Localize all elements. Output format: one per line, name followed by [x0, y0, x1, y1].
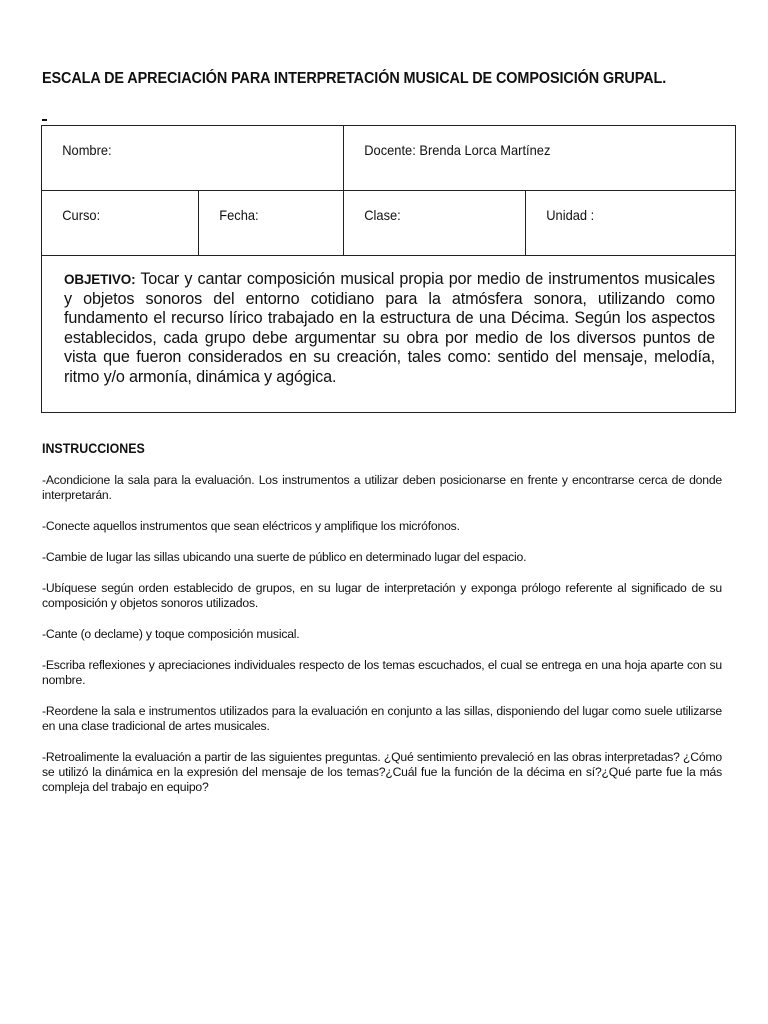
curso-label: Curso: — [62, 207, 101, 223]
fecha-cell — [199, 191, 344, 256]
docente-label: Docente: Brenda Lorca Martínez — [364, 142, 551, 158]
clase-cell — [344, 191, 526, 256]
instruction-item: -Conecte aquellos instrumentos que sean eléctricos y amplifique los micrófonos. — [42, 519, 460, 534]
instruction-item: -Escriba reflexiones y apreciaciones individuales respecto de los temas escuchados, el cual se entrega en una hoja aparte con su nombre. — [42, 657, 722, 687]
instruction-item: -Reordene la sala e instrumentos utilizados para la evaluación en conjunto a las sillas, disponiendo del lugar como suele utilizarse en una clase tradicional de artes musicales. — [42, 703, 722, 733]
fecha-label: Fecha: — [219, 207, 259, 223]
instruction-item: -Retroalimente la evaluación a partir de las siguientes preguntas. ¿Qué sentimiento prevaleció en las obras interpretadas? ¿Cómo se utilizó la dinámica en la expresión del mensaje de los temas?¿Cuál fue la función de la décima en sí?¿Qué parte fue la más compleja del trabajo en equipo? — [42, 749, 722, 795]
objetivo-label: OBJETIVO: — [64, 272, 136, 287]
instruction-item: -Cambie de lugar las sillas ubicando una suerte de público en determinado lugar del espacio. — [42, 549, 527, 564]
objetivo-cell — [42, 256, 736, 413]
docente-cell — [344, 126, 736, 191]
instructions-list — [42, 473, 722, 811]
clase-label: Clase: — [364, 207, 401, 223]
curso-cell — [42, 191, 199, 256]
instruction-item: -Cante (o declame) y toque composición musical. — [42, 626, 300, 641]
document-title: ESCALA DE APRECIACIÓN PARA INTERPRETACIÓN MUSICAL DE COMPOSICIÓN GRUPAL. — [42, 70, 667, 87]
dash-mark — [42, 119, 47, 121]
instruction-item: -Acondicione la sala para la evaluación. Los instrumentos a utilizar deben posicionarse en frente y encontrarse cerca de donde interpretarán. — [42, 473, 722, 503]
instruction-item: -Ubíquese según orden establecido de grupos, en su lugar de interpretación y exponga prólogo referente al significado de su composición y objetos sonoros utilizados. — [42, 580, 722, 610]
instructions-heading: INSTRUCCIONES — [42, 441, 145, 456]
objetivo-paragraph — [42, 256, 735, 388]
nombre-label: Nombre: — [62, 142, 112, 158]
info-table — [41, 125, 736, 413]
objetivo-text: Tocar y cantar composición musical propia por medio de instrumentos musicales y objetos sonoros del entorno cotidiano para la atmósfera sonora, utilizando como fundamento el recurso lírico trabajado en la estructura de una Décima. Según los aspectos establecidos, cada grupo debe argumentar su obra por medio de los diversos puntos de vista que fueron considerados en su creación, tales como: sentido del mensaje, melodía, ritmo y/o armonía, dinámica y agógica. — [64, 270, 715, 386]
unidad-cell — [526, 191, 736, 256]
info-row-curso — [42, 191, 736, 256]
unidad-label: Unidad : — [546, 207, 595, 223]
info-row-objetivo — [42, 256, 736, 413]
info-row-nombre — [42, 126, 736, 191]
nombre-cell — [42, 126, 344, 191]
